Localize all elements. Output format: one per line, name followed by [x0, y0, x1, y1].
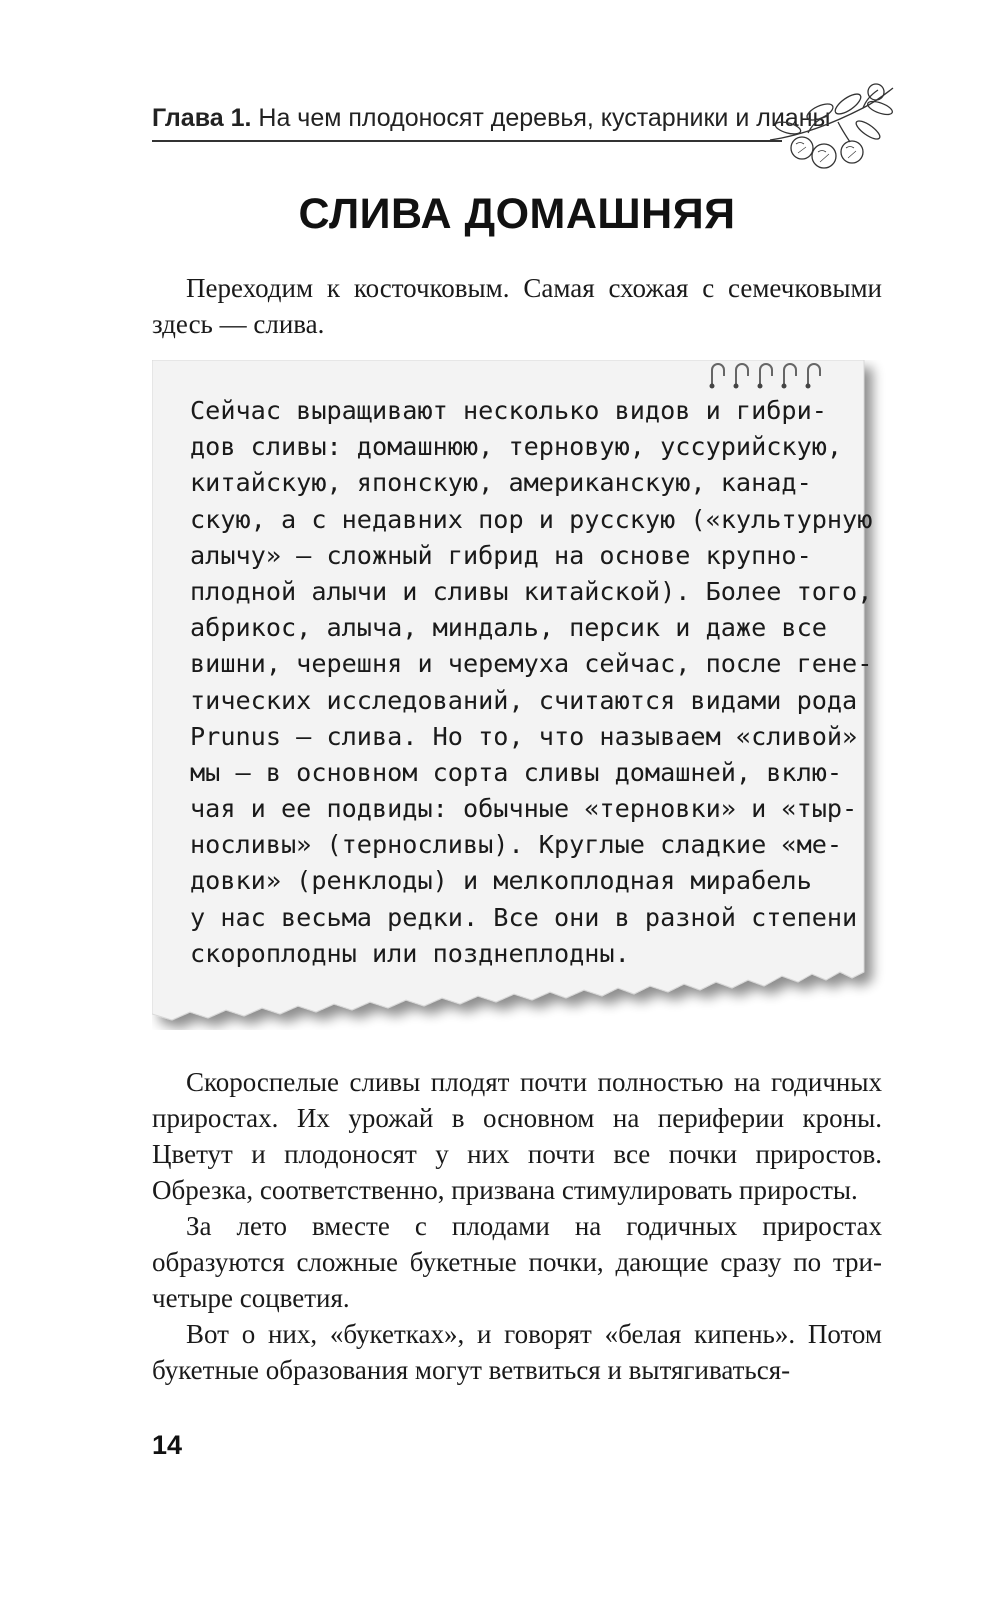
paragraph: Вот о них, «букетках», и говорят «белая кипень». Потом букетные образования могут ветвиться и вытягиваться-: [152, 1319, 882, 1385]
intro-paragraph: [152, 270, 882, 342]
page-number: 14: [152, 1430, 183, 1460]
note-line: Prunus — слива. Но то, что называем «сливой»: [190, 721, 858, 751]
note-line: тических исследований, считаются видами рода: [190, 685, 858, 715]
note-line: скую, а с недавних пор и русскую («культурную: [190, 504, 873, 534]
note-text: [190, 393, 873, 972]
note-line: скороплодны или позднеплодны.: [190, 938, 630, 968]
chapter-label: Глава 1.: [152, 104, 252, 132]
note-line: вишни, черешня и черемуха сейчас, после гене-: [190, 649, 873, 679]
note-line: чая и ее подвиды: обычные «терновки» и «тыр-: [190, 794, 858, 824]
spiral-rings-icon: [700, 360, 830, 390]
section-title: СЛИВА ДОМАШНЯЯ: [298, 190, 736, 238]
paragraph: Переходим к косточковым. Самая схожая с семечковыми здесь — слива.: [152, 273, 882, 339]
paragraph: За лето вместе с плодами на годичных приростах образуются сложные букетные почки, дающие сразу по три-четыре соцветия.: [152, 1211, 882, 1313]
note-line: дов сливы: домашнюю, терновую, уссурийскую,: [190, 432, 843, 462]
note-line: носливы» (терносливы). Круглые сладкие «ме-: [190, 830, 843, 860]
paragraph: Скороспелые сливы плодят почти полностью на годичных приростах. Их урожай в основном на периферии кроны. Цветут и плодоносят у них почти все почки приростов. Обрезка, соответственно, призвана стимулировать приросты.: [152, 1067, 882, 1205]
note-line: плодной алычи и сливы китайской). Более того,: [190, 576, 873, 606]
fruit-branch-icon: [768, 78, 898, 178]
note-line: абрикос, алыча, миндаль, персик и даже все: [190, 613, 827, 643]
note-line: довки» (ренклоды) и мелкоплодная мирабель: [190, 866, 812, 896]
note-line: мы — в основном сорта сливы домашней, вклю-: [190, 757, 843, 787]
body-text: [152, 1064, 882, 1388]
note-card: [152, 360, 894, 1030]
note-line: Сейчас выращивают несколько видов и гибри-: [190, 396, 827, 425]
chapter-title: На чем плодоносят деревья, кустарники и лианы: [258, 104, 831, 132]
note-line: китайскую, японскую, американскую, канад-: [190, 468, 812, 498]
note-line: алычу» — сложный гибрид на основе крупно-: [190, 540, 812, 570]
running-header: [152, 103, 831, 133]
header-rule: [152, 140, 782, 142]
note-line: у нас весьма редки. Все они в разной степени: [190, 902, 858, 932]
